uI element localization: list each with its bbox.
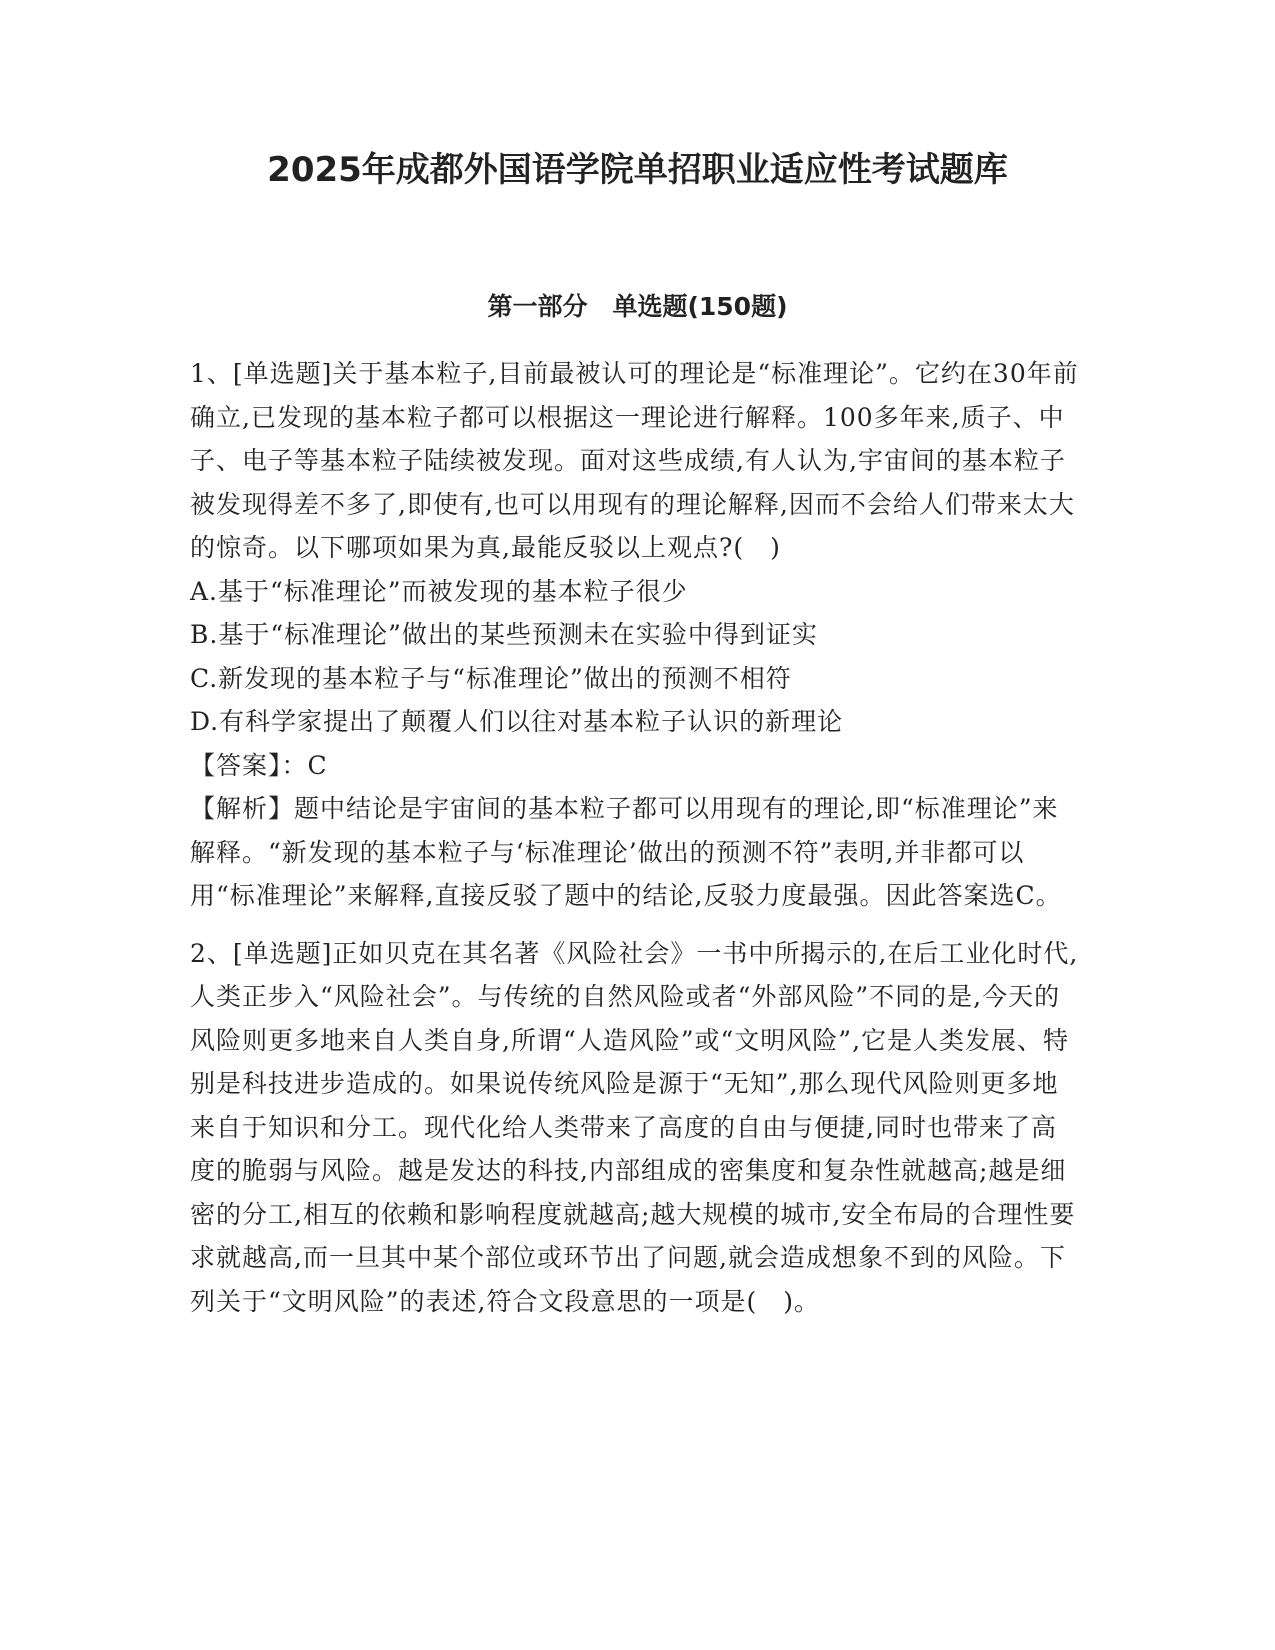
answer-line: 【答案】：C (190, 750, 328, 780)
option-c: C.新发现的基本粒子与“标准理论”做出的预测不相符 (190, 663, 792, 693)
analysis-text: 【解析】题中结论是宇宙间的基本粒子都可以用现有的理论,即“标准理论”来解释。“新发现的基本粒子与‘标准理论’做出的预测不符”表明,并非都可以用“标准理论”来解释,直接反驳了题中的结论,反驳力度最强。因此答案选C。 (190, 794, 1062, 910)
question-item-1 (190, 352, 1080, 918)
option-d: D.有科学家提出了颠覆人们以往对基本粒子认识的新理论 (190, 707, 844, 736)
option-a: A.基于“标准理论”而被发现的基本粒子很少 (190, 576, 688, 606)
question-stem: 2、[单选题]正如贝克在其名著《风险社会》一书中所揭示的,在后工业化时代,人类正步入“风险社会”。与传统的自然风险或者“外部风险”不同的是,今天的风险则更多地来自人类自身,所谓“人造风险”或“文明风险”,它是人类发展、特别是科技进步造成的。如果说传统风险是源于“无知”,那么现代风险则更多地来自于知识和分工。现代化给人类带来了高度的自由与便捷,同时也带来了高度的脆弱与风险。越是发达的科技,内部组成的密集度和复杂性就越高;越是细密的分工,相互的依赖和影响程度就越高;越大规模的城市,安全布局的合理性要求就越高,而一旦其中某个部位或环节出了问题,就会造成想象不到的风险。下列关于“文明风险”的表述,符合文段意思的一项是( )。 (190, 938, 1079, 1316)
question-stem: 1、[单选题]关于基本粒子,目前最被认可的理论是“标准理论”。它约在30年前确立,已发现的基本粒子都可以根据这一理论进行解释。100多年来,质子、中子、电子等基本粒子陆续被发现。面对这些成绩,有人认为,宇宙间的基本粒子被发现得差不多了,即使有,也可以用现有的理论解释,因而不会给人们带来太大的惊奇。以下哪项如果为真,最能反驳以上观点?( ) (190, 359, 1079, 562)
question-item-2 (190, 932, 1080, 1324)
document-title: 2025年成都外国语学院单招职业适应性考试题库 (267, 150, 1008, 190)
option-b: B.基于“标准理论”做出的某些预测未在实验中得到证实 (190, 620, 818, 649)
question-list (190, 352, 1080, 1323)
section-title: 第一部分 单选题(150题) (487, 292, 788, 321)
